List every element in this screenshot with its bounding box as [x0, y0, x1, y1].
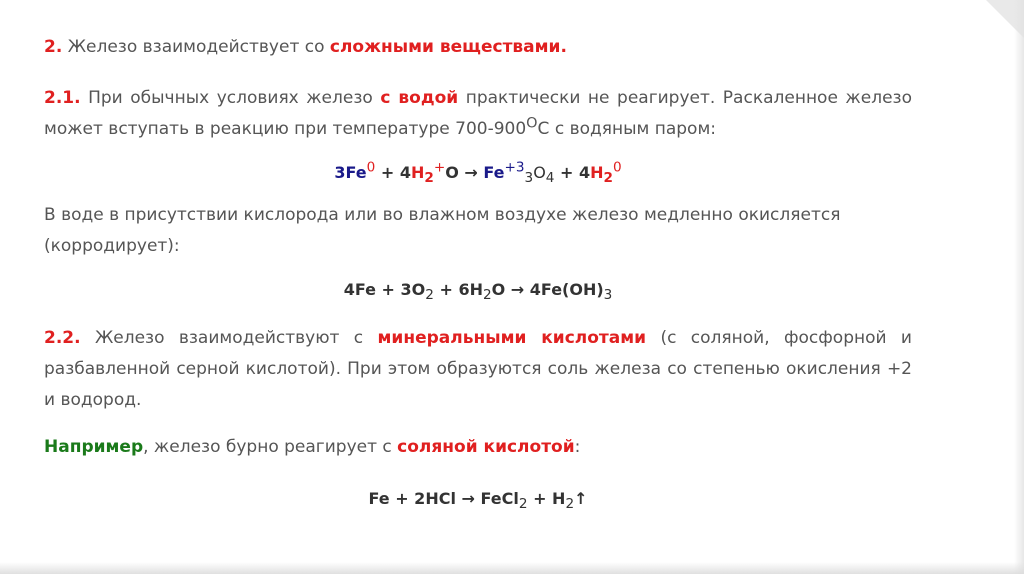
section-text: Железо взаимодействует со [62, 37, 330, 57]
equation-iron-steam [44, 157, 912, 188]
equation-part: + H [527, 489, 566, 508]
equation-part: O → 4Fe(OH) [491, 280, 604, 299]
reaction-arrow: → [458, 163, 484, 182]
oxidation-state: + [433, 159, 446, 176]
equation-part: + 4 [375, 163, 411, 182]
section-2-2-paragraph [44, 323, 912, 416]
slide-content [44, 32, 912, 514]
paragraph-text: Железо взаимодействуют с [80, 328, 378, 348]
section-highlight: сложными веществами. [329, 37, 567, 57]
example-paragraph [44, 432, 912, 463]
degree-mark: О [526, 115, 538, 132]
section-2-1-paragraph [44, 83, 912, 145]
equation-part: Fe + 2HCl → FeCl [368, 489, 519, 508]
oxidation-state: +3 [504, 159, 525, 176]
water-corrosion-paragraph: В воде в присутствии кислорода или во влажном воздухе железо медленно окисляется (корродирует): [44, 205, 841, 256]
equation-part: 4Fe + 3O [343, 280, 426, 299]
section-number: 2.2. [44, 328, 81, 348]
section-number: 2.1. [44, 88, 81, 108]
subscript: 2 [482, 287, 492, 304]
section-2-heading [44, 32, 912, 63]
oxidation-state: 0 [366, 159, 376, 176]
equation-corrosion [44, 274, 912, 305]
element-h: H [410, 163, 425, 182]
coefficient: 3 [334, 163, 346, 182]
subscript: 2 [603, 170, 613, 187]
subscript: 3 [603, 287, 613, 304]
gas-arrow-icon: ↑ [574, 489, 588, 508]
paragraph-text: : [574, 437, 581, 457]
paragraph-text: практически не реагирует. Раскаленное железо может вступать в реакцию при температуре 700-900 [44, 88, 912, 139]
paragraph-text: При обычных условиях железо [80, 88, 381, 108]
section-highlight: минеральными кислотами [377, 328, 647, 348]
paragraph-text: С с водяным паром: [537, 119, 717, 139]
subscript: 2 [518, 496, 528, 513]
slide-shadow-right [1014, 0, 1024, 574]
element-h: H [590, 163, 604, 182]
subscript: 2 [425, 287, 434, 304]
equation-part: + 4 [554, 163, 591, 182]
oxidation-state: 0 [613, 159, 622, 176]
slide-shadow-bottom [0, 562, 1024, 574]
section-highlight: с водой [380, 88, 459, 108]
section-highlight: соляной кислотой [397, 437, 575, 457]
equation-hcl [44, 483, 912, 514]
equation-part: + 6H [433, 280, 483, 299]
element-fe: Fe [483, 163, 505, 182]
subscript: 2 [424, 170, 434, 187]
subscript: 3 [524, 170, 534, 187]
element-fe: Fe [345, 163, 367, 182]
element-o: O [445, 163, 459, 182]
paragraph-text: , железо бурно реагирует с [143, 437, 398, 457]
section-number: 2. [44, 37, 63, 57]
subscript: 4 [545, 170, 555, 187]
example-label: Например [44, 437, 144, 457]
paragraph-text: (с соляной, фосфорной и разбавленной серной кислотой). При этом образуются соль железа со степенью окисления +2 и водород. [44, 328, 912, 410]
subscript: 2 [565, 496, 575, 513]
element-o: O [533, 163, 546, 182]
